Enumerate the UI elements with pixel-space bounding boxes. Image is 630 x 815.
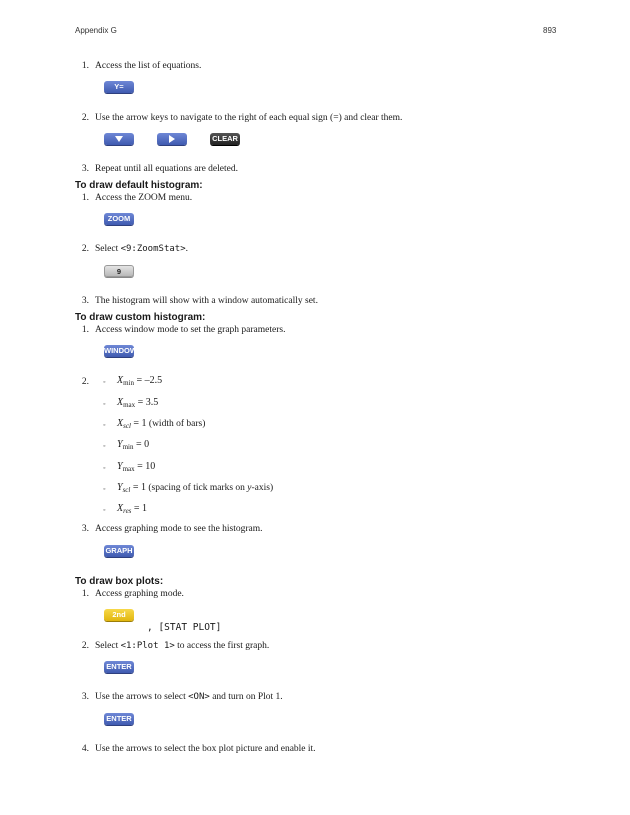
enter-key: ENTER [104,713,134,725]
nine-key: 9 [104,265,134,277]
window-setting-xres: ◦ $X_{res} = 1$ [103,503,148,515]
window-key: WINDOW [104,346,137,355]
window-setting-yscl: ◦ $Y_{scl} = 1$ (spacing of tick marks on y-axis) [103,482,274,494]
down-arrow-key [104,133,134,145]
graph-key: GRAPH [105,546,133,555]
running-header: Appendix G [75,26,117,35]
window-setting-ymin: ◦ $Y_{min} = 0$ [103,439,150,451]
down-arrow-icon [115,136,123,142]
section-heading-default-histogram: To draw default histogram: [75,180,203,191]
y-equals-key: Y= [104,81,134,93]
second-key: 2nd [104,609,134,621]
clear-key: CLEAR [210,133,240,145]
menu-option-code: <9:ZoomStat> [120,244,186,254]
zoom-key: ZOOM [104,213,134,225]
stat-plot-label: , [STAT PLOT] [147,622,222,633]
section-heading-custom-histogram: To draw custom histogram: [75,312,206,323]
window-setting-ymax: ◦ $Y_{max} = 10$ [103,461,156,473]
section-heading-box-plots: To draw box plots: [75,576,164,587]
window-setting-xmin: ◦ $X_{min} = -2.5$ [103,375,163,387]
right-arrow-key [157,133,187,145]
page-number: 893 [543,26,557,35]
right-arrow-icon [169,135,175,143]
menu-option-code: <1:Plot 1> [120,641,175,651]
enter-key: ENTER [104,661,134,673]
menu-option-code: <ON> [188,692,210,702]
window-setting-xmax: ◦ $X_{max} = 3.5$ [103,397,159,409]
window-setting-xscl: ◦ $X_{scl} = 1$ (width of bars) [103,418,206,430]
